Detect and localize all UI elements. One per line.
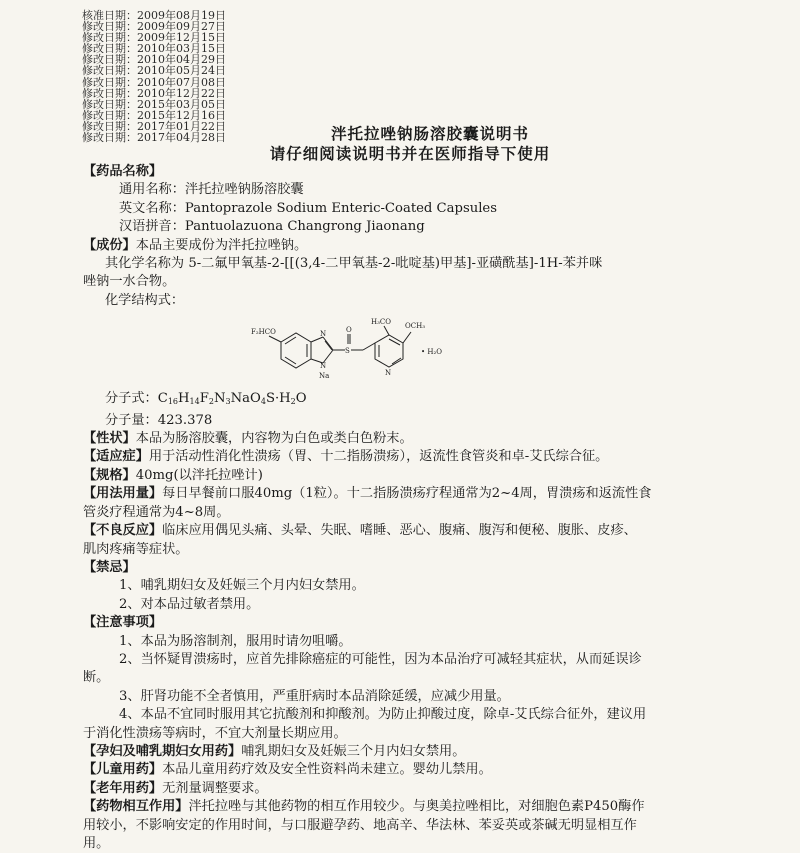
geriatric-section (83, 780, 723, 798)
spec-section (83, 467, 723, 485)
adverse-header: 【不良反应】 (83, 523, 163, 539)
precaution-item-cont: 于消化性溃疡等病时，不宜大剂量长期应用。 (83, 725, 347, 741)
spec-text: 40mg(以泮托拉唑计) (135, 467, 263, 483)
pregnancy-section (83, 743, 723, 761)
molecular-weight: 分子量：423.378 (105, 412, 213, 428)
h3co-label: H₃CO (371, 318, 392, 327)
revision-date: 修改日期：2010年05月24日 (82, 64, 226, 78)
revision-date: 修改日期：2015年03月05日 (82, 97, 226, 111)
revision-date: 修改日期：2010年04月29日 (82, 53, 226, 67)
adverse-text-cont: 肌肉疼痛等症状。 (83, 541, 189, 557)
geriatric-header: 【老年用药】 (83, 780, 163, 796)
sodium-label: Na (319, 372, 330, 381)
geriatric-text: 无剂量调整要求。 (162, 780, 268, 796)
interactions-section (83, 798, 723, 816)
dosage-section (83, 485, 723, 503)
composition-section (83, 237, 723, 255)
revision-date: 修改日期：2010年03月15日 (82, 42, 226, 56)
precaution-item-cont: 断。 (83, 670, 110, 686)
formula-value: $C_{16}H_{14}F_2N_3NaO_4S\cdot H_2O$ (157, 391, 307, 407)
revision-date: 修改日期：2009年09月27日 (82, 20, 226, 34)
water-label: • H₂O (421, 348, 443, 357)
spec-header: 【规格】 (83, 467, 136, 483)
revision-date: 核准日期：2009年08月19日 (82, 9, 226, 22)
dosage-text: 每日早餐前口服40mg（1粒）。十二指肠溃疡疗程通常为2~4周，胃溃疡和返流性食 (162, 486, 652, 502)
interactions-header: 【药物相互作用】 (83, 799, 189, 815)
pinyin-name: 汉语拼音：Pantuolazuona Changrong Jiaonang (119, 219, 425, 235)
dosage-text-cont: 管炎疗程通常为4~8周。 (83, 504, 230, 520)
indications-header: 【适应症】 (83, 449, 149, 465)
interactions-text-cont: 用较小，不影响安定的作用时间，与口服避孕药、地高辛、华法林、苯妥英或茶碱无明显相互作 (83, 817, 637, 833)
precautions-header: 【注意事项】 (83, 615, 163, 631)
structure-diagram (251, 312, 551, 384)
contra-header: 【禁忌】 (83, 559, 136, 575)
structure-label: 化学结构式： (105, 292, 185, 308)
precaution-item: 4、本品不宜同时服用其它抗酸剂和抑酸剂。为防止抑酸过度，除卓-艾氏综合征外，建议用 (119, 707, 647, 723)
contra-item: 1、哺乳期妇女及妊娠三个月内妇女禁用。 (119, 578, 365, 594)
indications-section (83, 448, 723, 466)
revision-date: 修改日期：2009年12月15日 (82, 31, 226, 45)
chemical-name-line-1: 其化学名称为 5-二氟甲氧基-2-[[(3,4-二甲氧基-2-吡啶基)甲基]-亚磺酰基]-1H-苯并咪 (105, 256, 603, 272)
oxygen-label: O (346, 326, 352, 335)
document-title: 泮托拉唑钠肠溶胶囊说明书 (330, 124, 529, 143)
interactions-text: 泮托拉唑与其他药物的相互作用较少。与奥美拉唑相比，对细胞色素P450酶作 (188, 799, 645, 815)
contra-item: 2、对本品过敏者禁用。 (119, 596, 260, 612)
properties-text: 本品为肠溶胶囊，内容物为白色或类白色粉末。 (135, 431, 413, 447)
revision-date: 修改日期：2010年07月08日 (82, 75, 226, 89)
composition-text: 本品主要成份为泮托拉唑钠。 (135, 237, 308, 253)
properties-header: 【性状】 (83, 431, 136, 447)
nitrogen-label: N (320, 330, 327, 339)
adverse-section (83, 522, 723, 540)
pediatric-text: 本品儿童用药疗效及安全性资料尚未建立。婴幼儿禁用。 (162, 762, 492, 778)
sulfur-label: S (345, 347, 350, 356)
precaution-item: 3、肝肾功能不全者慎用，严重肝病时本品消除延缓，应减少用量。 (119, 688, 510, 704)
drug-name-header: 【药品名称】 (83, 164, 163, 179)
interactions-text-cont: 用。 (83, 836, 110, 851)
pediatric-header: 【儿童用药】 (83, 762, 163, 778)
chemical-structure (83, 312, 723, 384)
document-subtitle: 请仔细阅读说明书并在医师指导下使用 (269, 144, 551, 163)
composition-header: 【成份】 (83, 237, 136, 253)
pregnancy-text: 哺乳期妇女及妊娠三个月内妇女禁用。 (241, 743, 466, 759)
formula-label: 分子式： (105, 391, 158, 407)
nitrogen-label: N (320, 362, 327, 371)
precaution-item: 1、本品为肠溶制剂，服用时请勿咀嚼。 (119, 633, 352, 649)
pediatric-section (83, 761, 723, 779)
chemical-name-line-2: 唑钠一水合物。 (83, 274, 176, 290)
leaflet-body (83, 163, 723, 853)
nitrogen-label: N (385, 369, 392, 378)
revision-date: 修改日期：2017年01月22日 (82, 119, 226, 133)
revision-date: 修改日期：2010年12月22日 (82, 86, 226, 100)
revision-date: 修改日期：2015年12月16日 (82, 108, 226, 122)
f2hco-label: F₂HCO (251, 328, 276, 337)
revision-date: 修改日期：2017年04月28日 (82, 131, 226, 145)
precaution-item: 2、当怀疑胃溃疡时，应首先排除癌症的可能性，因为本品治疗可减轻其症状，从而延误诊 (119, 651, 642, 667)
properties-section (83, 430, 723, 448)
english-name: 英文名称：Pantoprazole Sodium Enteric-Coated Capsules (119, 200, 498, 216)
generic-name: 通用名称：泮托拉唑钠肠溶胶囊 (119, 182, 304, 198)
och3-label: OCH₃ (405, 322, 426, 331)
adverse-text: 临床应用偶见头痛、头晕、失眠、嗜睡、恶心、腹痛、腹泻和便秘、腹胀、皮疹、 (162, 523, 637, 539)
dosage-header: 【用法用量】 (83, 486, 163, 502)
molecular-formula (83, 390, 723, 411)
indications-text: 用于活动性消化性溃疡（胃、十二指肠溃疡），返流性食管炎和卓-艾氏综合征。 (148, 449, 609, 465)
pregnancy-header: 【孕妇及哺乳期妇女用药】 (83, 743, 242, 759)
